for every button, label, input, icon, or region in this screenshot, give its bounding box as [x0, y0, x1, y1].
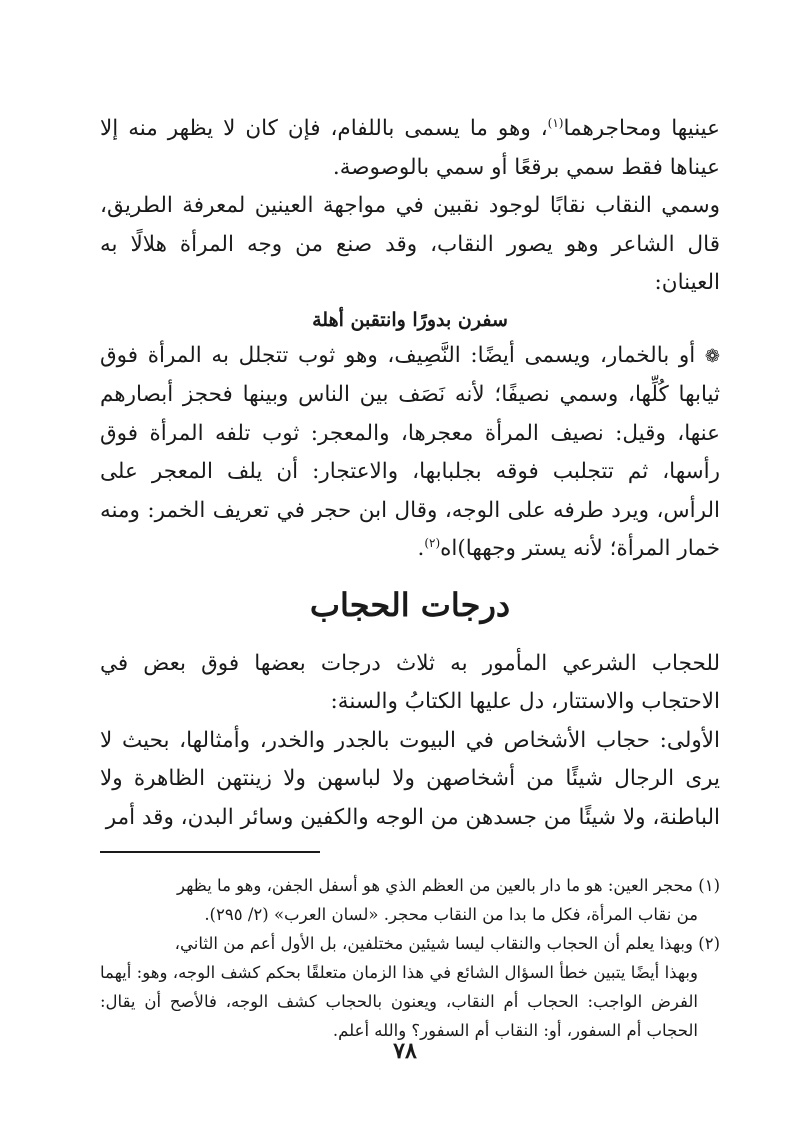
paragraph-4: للحجاب الشرعي المأمور به ثلاث درجات بعضها فوق بعض في الاحتجاب والاستتار، دل عليها الكتابُ والسنة:: [100, 650, 720, 714]
footnote-2: [100, 929, 720, 1045]
paragraph-3: [100, 337, 720, 569]
footnote-2-text: وبهذا يعلم أن الحجاب والنقاب ليسا شيئين مختلفين، بل الأول أعم من الثاني،: [174, 934, 693, 953]
footnote-1-text: محجر العين: هو ما دار بالعين من العظم الذي هو أسفل الجفن، وهو ما يظهر: [176, 876, 693, 895]
footnote-2-continuation: وبهذا أيضًا يتبين خطأ السؤال الشائع في هذا الزمان متعلقًا بحكم كشف الوجه، وهو: أيهما الفرض الواجب: الحجاب أم النقاب، ويعنون بالحجاب كشف الوجه، فالأصح أن يقال: الحجاب أم السفور، أو: النقاب أم السفور؟ والله أعلم.: [100, 963, 698, 1040]
poetry-verse: سفرن بدورًا وانتقبن أهلة: [312, 308, 508, 331]
section-heading: درجات الحجاب: [309, 585, 511, 624]
footnote-1-continuation: من نقاب المرأة، فكل ما بدا من النقاب محجر. «لسان العرب» (٢/ ٢٩٥).: [204, 905, 698, 924]
paragraph-1: [100, 110, 720, 187]
paragraph-1-cont: ، وهو ما يسمى باللفام، فإن كان لا يظهر منه إلا عيناها فقط سمي برقعًا أو سمي بالوصوصة.: [100, 116, 720, 180]
star-bullet-icon: ❁: [704, 345, 720, 367]
footnote-ref-1[interactable]: (١): [547, 115, 564, 130]
paragraph-1-text: عينيها ومحاجرهما: [563, 116, 721, 141]
footnote-ref-2[interactable]: (٢): [424, 535, 441, 550]
page-body: [100, 110, 720, 1045]
paragraph-3-text: أو بالخمار، ويسمى أيضًا: النَّصِيف، وهو ثوب تتجلل به المرأة فوق ثيابها كُلِّها، وسمي نصيفًا؛ لأنه نَصَف بين الناس وبينها فحجز أبصارهم عنها، وقيل: نصيف المرأة معجرها، والمعجر: ثوب تلفه المرأة فوق رأسها، ثم تتجلبب فوقه بجلبابها، والاعتجار: أن يلف المعجر على الرأس، ويرد طرفه على الوجه، وقال ابن حجر في تعريف الخمر: ومنه خمار المرأة؛ لأنه يستر وجهها)اه: [100, 342, 720, 561]
paragraph-3-end: .: [417, 536, 425, 561]
footnote-1: [100, 871, 720, 929]
paragraph-2: وسمي النقاب نقابًا لوجود نقبين في مواجهة العينين لمعرفة الطريق، قال الشاعر وهو يصور النقاب، وقد صنع من وجه المرأة هلالًا به العينان:: [100, 193, 720, 295]
page-number: ٧٨: [393, 1038, 417, 1064]
footnote-divider: [100, 851, 320, 853]
footnote-1-number: (١): [698, 876, 720, 895]
footnote-2-number: (٢): [698, 934, 720, 953]
paragraph-5: الأولى: حجاب الأشخاص في البيوت بالجدر والخدر، وأمثالها، بحيث لا يرى الرجال شيئًا من أشخاصهن ولا لباسهن ولا زينتهن الظاهرة ولا الباطنة، ولا شيئًا من جسدهن من الوجه والكفين وسائر البدن، وقد أمر: [100, 727, 720, 830]
